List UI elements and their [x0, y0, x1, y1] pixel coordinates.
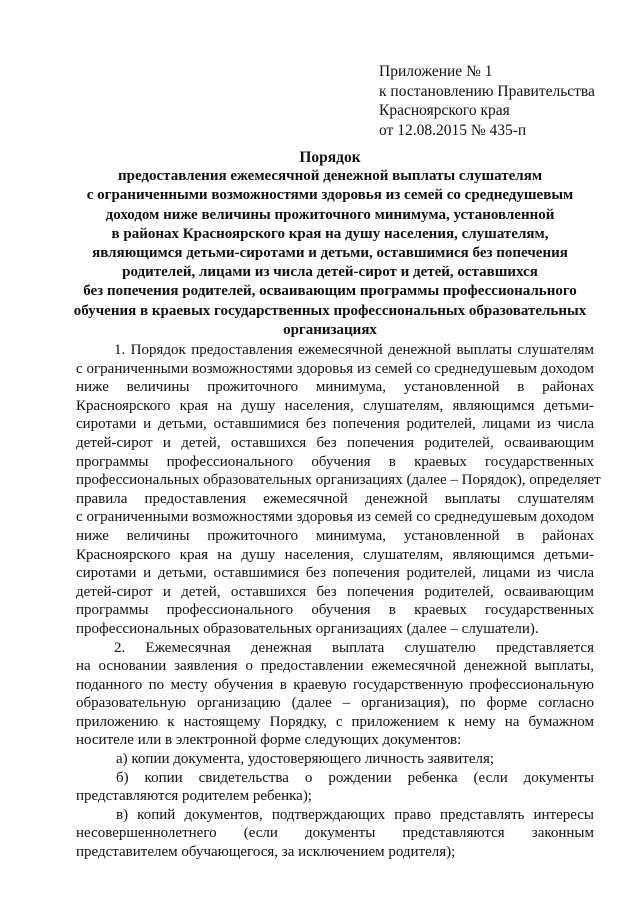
- paragraph-1-line: детей-сирот и детей, оставшихся без попечения родителей, осваивающим: [76, 434, 594, 451]
- paragraph-2-line: поданного по месту обучения в краевую государственную профессиональную: [76, 676, 594, 693]
- title-line: организациях: [283, 321, 377, 338]
- title-line: предоставления ежемесячной денежной выплаты слушателям: [117, 168, 543, 185]
- paragraph-1-line: Красноярского края на душу населения, слушателям, являющимся детьми-: [76, 546, 594, 563]
- appendix-resolution: к постановлению Правительства: [379, 82, 595, 100]
- appendix-header: [379, 62, 619, 140]
- paragraph-1-line: правила предоставления ежемесячной денежной выплаты слушателям: [76, 490, 594, 507]
- list-item-b: б) копии свидетельства о рождении ребенка (если документы: [116, 769, 594, 786]
- title-line: родителей, лицами из числа детей-сирот и детей, оставшихся: [122, 264, 538, 281]
- title-line: доходом ниже величины прожиточного минимума, установленной: [105, 206, 555, 223]
- paragraph-1-line: профессиональных образовательных организациях (далее – слушатели).: [76, 620, 539, 637]
- title-line: в районах Красноярского края на душу населения, слушателям,: [111, 225, 549, 242]
- title-line: обучения в краевых государственных профессиональных образовательных: [73, 302, 587, 319]
- document-body: [76, 341, 601, 862]
- paragraph-1-line: профессиональных образовательных организациях (далее – Порядок), определяет: [76, 472, 601, 489]
- paragraph-2-line: приложению к настоящему Порядку, с приложением к нему на бумажном: [76, 713, 594, 730]
- paragraph-1-line: 1. Порядок предоставления ежемесячной денежной выплаты слушателям: [114, 342, 594, 358]
- title-line: являющимся детьми-сиротами и детьми, оставшимися без попечения: [92, 245, 568, 262]
- paragraph-2-line: на основании заявления о предоставлении ежемесячной денежной выплаты,: [76, 658, 594, 675]
- paragraph-2-line: носителе или в электронной форме следующих документов:: [76, 732, 462, 749]
- paragraph-2-line: 2. Ежемесячная денежная выплата слушателю представляется: [114, 639, 594, 656]
- document-title: [60, 148, 600, 340]
- title-line: с ограниченными возможностями здоровья из семей со среднедушевым: [86, 187, 574, 204]
- title-heading: Порядок: [299, 149, 361, 166]
- paragraph-1-line: ниже величины прожиточного минимума, установленной в районах: [76, 379, 594, 396]
- paragraph-1-line: программы профессионального обучения в краевых государственных: [76, 453, 594, 470]
- paragraph-1-line: сиротами и детьми, оставшимися без попечения родителей, лицами из числа: [76, 416, 594, 433]
- paragraph-1-line: с ограниченными возможностями здоровья из семей со среднедушевым доходом: [76, 360, 594, 377]
- paragraph-1-line: сиротами и детьми, оставшимися без попечения родителей, лицами из числа: [76, 565, 594, 582]
- list-item-v: в) копий документов, подтверждающих право представлять интересы: [116, 806, 594, 823]
- list-item-b: представляются родителем ребенка);: [76, 788, 312, 805]
- paragraph-1-line: с ограниченными возможностями здоровья из семей со среднедушевым доходом: [76, 509, 594, 526]
- paragraph-1-line: детей-сирот и детей, оставшихся без попечения родителей, осваивающим: [76, 583, 594, 600]
- paragraph-2-line: образовательную организацию (далее – организация), по форме согласно: [76, 695, 594, 712]
- appendix-date: от 12.08.2015 № 435-п: [379, 121, 527, 139]
- list-item-a: а) копии документа, удостоверяющего личность заявителя;: [116, 751, 495, 768]
- appendix-number: Приложение № 1: [379, 63, 493, 80]
- paragraph-1-line: программы профессионального обучения в краевых государственных: [76, 602, 594, 619]
- paragraph-1-line: Красноярского края на душу населения, слушателям, являющимся детьми-: [76, 397, 594, 414]
- list-item-v: несовершеннолетнего (если документы представляются законным: [76, 825, 594, 842]
- paragraph-1-line: ниже величины прожиточного минимума, установленной в районах: [76, 527, 594, 544]
- title-line: без попечения родителей, осваивающим программы профессионального: [83, 283, 577, 300]
- list-item-v: представителем обучающегося, за исключением родителя);: [76, 844, 456, 861]
- appendix-region: Красноярского края: [379, 102, 510, 119]
